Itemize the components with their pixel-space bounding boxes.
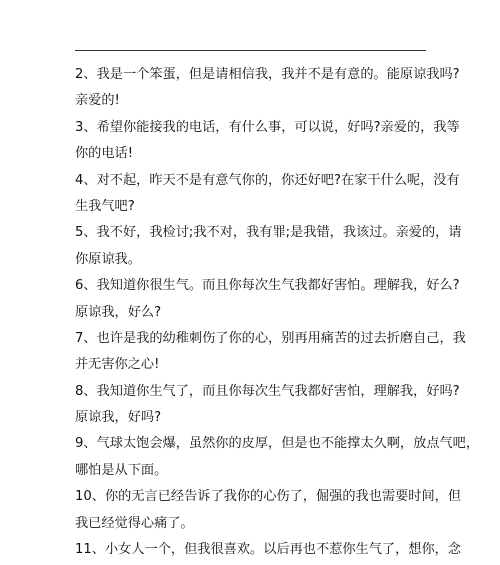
text-line: 2、我是一个笨蛋，但是请相信我，我并不是有意的。能原谅我吗? (75, 67, 460, 82)
text-line: 11、小女人一个，但我很喜欢。以后再也不惹你生气了，想你，念 (75, 542, 462, 558)
text-line: 9、气球太饱会爆，虽然你的皮厚，但是也不能撑太久啊，放点气吧， (75, 436, 480, 452)
text-line: 你的电话! (75, 146, 134, 162)
text-line: 生我气吧? (75, 198, 135, 214)
text-line: 你原谅我。 (75, 251, 141, 267)
text-line: 8、我知道你生气了，而且你每次生气我都好害怕，理解我，好吗? (75, 383, 460, 399)
text-line: 5、我不好，我检讨;我不对，我有罪;是我错，我该过。亲爱的，请 (75, 225, 462, 241)
text-line: 我已经觉得心痛了。 (75, 515, 194, 531)
text-line: 原谅我，好么? (75, 304, 162, 320)
text-line: 哪怕是从下面。 (75, 462, 168, 478)
text-line: 原谅我，好吗? (75, 410, 162, 426)
text-line: 3、希望你能接我的电话，有什么事，可以说，好吗?亲爱的，我等 (75, 119, 460, 135)
text-body (75, 62, 480, 563)
text-line: 并无害你之心! (75, 357, 160, 373)
text-line: 10、你的无言已经告诉了我你的心伤了，倔强的我也需要时间，但 (75, 489, 462, 505)
text-line: 7、也许是我的幼稚刺伤了你的心，别再用痛苦的过去折磨自己，我 (75, 330, 466, 346)
top-divider (75, 50, 426, 51)
text-line: 6、我知道你很生气。而且你每次生气我都好害怕。理解我，好么? (75, 278, 460, 294)
text-line: 4、对不起，昨天不是有意气你的，你还好吧?在家干什么呢，没有 (75, 172, 460, 188)
text-line: 亲爱的! (75, 93, 120, 109)
